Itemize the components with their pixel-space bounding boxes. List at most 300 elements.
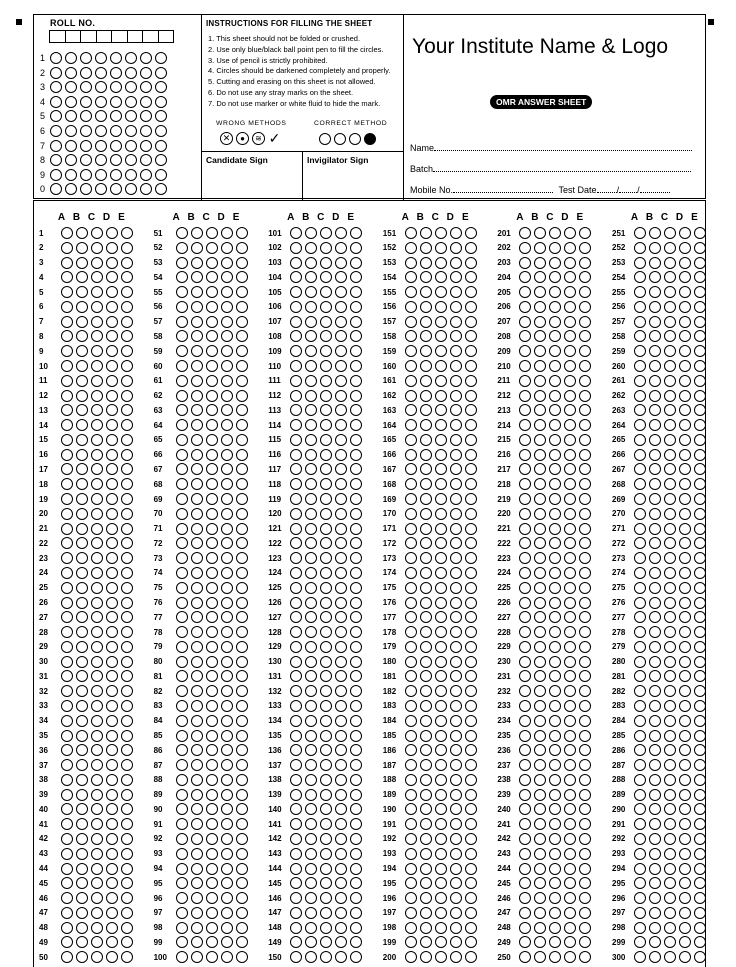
answer-bubble-a[interactable] <box>176 330 188 342</box>
answer-bubble-a[interactable] <box>519 744 531 756</box>
answer-bubble-d[interactable] <box>106 345 118 357</box>
roll-digit-bubble[interactable] <box>155 169 167 181</box>
answer-bubble-b[interactable] <box>534 936 546 948</box>
answer-bubble-d[interactable] <box>450 493 462 505</box>
answer-bubble-a[interactable] <box>634 877 646 889</box>
answer-bubble-e[interactable] <box>236 951 248 963</box>
answer-bubble-c[interactable] <box>549 818 561 830</box>
answer-bubble-a[interactable] <box>61 670 73 682</box>
answer-bubble-e[interactable] <box>236 493 248 505</box>
answer-bubble-a[interactable] <box>176 936 188 948</box>
answer-bubble-a[interactable] <box>290 271 302 283</box>
answer-bubble-e[interactable] <box>350 478 362 490</box>
answer-bubble-b[interactable] <box>76 951 88 963</box>
answer-bubble-c[interactable] <box>664 508 676 520</box>
answer-bubble-a[interactable] <box>519 271 531 283</box>
roll-entry-box[interactable] <box>96 30 113 43</box>
answer-bubble-d[interactable] <box>450 597 462 609</box>
answer-bubble-d[interactable] <box>679 818 691 830</box>
answer-bubble-a[interactable] <box>176 951 188 963</box>
answer-bubble-d[interactable] <box>450 508 462 520</box>
answer-bubble-a[interactable] <box>176 523 188 535</box>
answer-bubble-a[interactable] <box>61 463 73 475</box>
answer-bubble-a[interactable] <box>176 360 188 372</box>
answer-bubble-d[interactable] <box>106 449 118 461</box>
answer-bubble-b[interactable] <box>305 449 317 461</box>
answer-bubble-a[interactable] <box>61 951 73 963</box>
answer-bubble-d[interactable] <box>679 345 691 357</box>
answer-bubble-d[interactable] <box>221 301 233 313</box>
answer-bubble-d[interactable] <box>679 508 691 520</box>
answer-bubble-a[interactable] <box>176 774 188 786</box>
answer-bubble-c[interactable] <box>206 877 218 889</box>
answer-bubble-a[interactable] <box>405 537 417 549</box>
answer-bubble-d[interactable] <box>221 227 233 239</box>
answer-bubble-a[interactable] <box>405 286 417 298</box>
answer-bubble-d[interactable] <box>106 463 118 475</box>
answer-bubble-b[interactable] <box>305 700 317 712</box>
batch-field[interactable] <box>410 164 691 174</box>
answer-bubble-d[interactable] <box>106 257 118 269</box>
answer-bubble-a[interactable] <box>519 463 531 475</box>
roll-digit-bubble[interactable] <box>125 110 137 122</box>
answer-bubble-a[interactable] <box>634 936 646 948</box>
answer-bubble-a[interactable] <box>519 375 531 387</box>
answer-bubble-e[interactable] <box>350 537 362 549</box>
answer-bubble-b[interactable] <box>420 419 432 431</box>
answer-bubble-e[interactable] <box>694 877 706 889</box>
answer-bubble-c[interactable] <box>435 803 447 815</box>
answer-bubble-b[interactable] <box>420 641 432 653</box>
answer-bubble-a[interactable] <box>290 951 302 963</box>
answer-bubble-c[interactable] <box>549 597 561 609</box>
answer-bubble-d[interactable] <box>679 803 691 815</box>
answer-bubble-c[interactable] <box>549 626 561 638</box>
answer-bubble-d[interactable] <box>221 685 233 697</box>
answer-bubble-d[interactable] <box>564 493 576 505</box>
answer-bubble-b[interactable] <box>191 833 203 845</box>
answer-bubble-b[interactable] <box>76 360 88 372</box>
answer-bubble-e[interactable] <box>465 271 477 283</box>
answer-bubble-b[interactable] <box>534 375 546 387</box>
answer-bubble-e[interactable] <box>465 951 477 963</box>
answer-bubble-e[interactable] <box>236 597 248 609</box>
answer-bubble-b[interactable] <box>649 390 661 402</box>
answer-bubble-a[interactable] <box>634 922 646 934</box>
answer-bubble-b[interactable] <box>420 449 432 461</box>
answer-bubble-b[interactable] <box>191 330 203 342</box>
answer-bubble-c[interactable] <box>664 715 676 727</box>
answer-bubble-e[interactable] <box>579 759 591 771</box>
answer-bubble-c[interactable] <box>664 597 676 609</box>
answer-bubble-d[interactable] <box>106 656 118 668</box>
answer-bubble-e[interactable] <box>694 301 706 313</box>
answer-bubble-e[interactable] <box>465 523 477 535</box>
answer-bubble-d[interactable] <box>106 907 118 919</box>
answer-bubble-b[interactable] <box>420 227 432 239</box>
answer-bubble-a[interactable] <box>290 552 302 564</box>
roll-digit-bubble[interactable] <box>155 125 167 137</box>
roll-digit-bubble[interactable] <box>110 154 122 166</box>
answer-bubble-c[interactable] <box>206 936 218 948</box>
answer-bubble-a[interactable] <box>519 404 531 416</box>
answer-bubble-c[interactable] <box>549 463 561 475</box>
answer-bubble-c[interactable] <box>320 523 332 535</box>
answer-bubble-a[interactable] <box>519 567 531 579</box>
answer-bubble-d[interactable] <box>450 611 462 623</box>
answer-bubble-c[interactable] <box>549 316 561 328</box>
answer-bubble-d[interactable] <box>335 330 347 342</box>
answer-bubble-b[interactable] <box>420 789 432 801</box>
answer-bubble-c[interactable] <box>206 404 218 416</box>
answer-bubble-a[interactable] <box>634 271 646 283</box>
answer-bubble-a[interactable] <box>290 493 302 505</box>
answer-bubble-c[interactable] <box>549 360 561 372</box>
answer-bubble-b[interactable] <box>534 803 546 815</box>
answer-bubble-c[interactable] <box>91 330 103 342</box>
answer-bubble-d[interactable] <box>679 611 691 623</box>
answer-bubble-a[interactable] <box>519 700 531 712</box>
answer-bubble-e[interactable] <box>236 922 248 934</box>
answer-bubble-a[interactable] <box>61 286 73 298</box>
answer-bubble-c[interactable] <box>435 242 447 254</box>
answer-bubble-d[interactable] <box>679 257 691 269</box>
roll-digit-bubble[interactable] <box>95 183 107 195</box>
answer-bubble-b[interactable] <box>76 818 88 830</box>
answer-bubble-d[interactable] <box>564 478 576 490</box>
answer-bubble-b[interactable] <box>649 449 661 461</box>
answer-bubble-c[interactable] <box>435 730 447 742</box>
answer-bubble-d[interactable] <box>106 523 118 535</box>
answer-bubble-b[interactable] <box>534 833 546 845</box>
answer-bubble-d[interactable] <box>564 286 576 298</box>
answer-bubble-b[interactable] <box>191 449 203 461</box>
roll-digit-bubble[interactable] <box>65 110 77 122</box>
answer-bubble-b[interactable] <box>76 345 88 357</box>
answer-bubble-d[interactable] <box>450 375 462 387</box>
answer-bubble-d[interactable] <box>221 730 233 742</box>
answer-bubble-b[interactable] <box>420 345 432 357</box>
answer-bubble-a[interactable] <box>634 803 646 815</box>
answer-bubble-b[interactable] <box>76 537 88 549</box>
answer-bubble-c[interactable] <box>435 744 447 756</box>
answer-bubble-c[interactable] <box>206 508 218 520</box>
answer-bubble-b[interactable] <box>305 685 317 697</box>
answer-bubble-d[interactable] <box>106 789 118 801</box>
answer-bubble-a[interactable] <box>290 345 302 357</box>
answer-bubble-d[interactable] <box>335 626 347 638</box>
roll-digit-bubble[interactable] <box>95 110 107 122</box>
answer-bubble-b[interactable] <box>534 656 546 668</box>
answer-bubble-e[interactable] <box>465 611 477 623</box>
answer-bubble-b[interactable] <box>305 552 317 564</box>
answer-bubble-e[interactable] <box>465 478 477 490</box>
answer-bubble-c[interactable] <box>549 552 561 564</box>
answer-bubble-a[interactable] <box>290 286 302 298</box>
answer-bubble-e[interactable] <box>121 774 133 786</box>
answer-bubble-c[interactable] <box>435 257 447 269</box>
answer-bubble-c[interactable] <box>664 330 676 342</box>
answer-bubble-b[interactable] <box>305 316 317 328</box>
answer-bubble-b[interactable] <box>76 670 88 682</box>
answer-bubble-a[interactable] <box>519 493 531 505</box>
answer-bubble-a[interactable] <box>519 286 531 298</box>
answer-bubble-e[interactable] <box>236 345 248 357</box>
answer-bubble-c[interactable] <box>435 626 447 638</box>
answer-bubble-a[interactable] <box>290 626 302 638</box>
answer-bubble-c[interactable] <box>549 700 561 712</box>
answer-bubble-e[interactable] <box>579 774 591 786</box>
answer-bubble-c[interactable] <box>664 360 676 372</box>
answer-bubble-a[interactable] <box>405 789 417 801</box>
answer-bubble-c[interactable] <box>549 242 561 254</box>
answer-bubble-b[interactable] <box>649 863 661 875</box>
answer-bubble-b[interactable] <box>191 922 203 934</box>
answer-bubble-d[interactable] <box>221 848 233 860</box>
answer-bubble-d[interactable] <box>221 434 233 446</box>
answer-bubble-e[interactable] <box>236 508 248 520</box>
answer-bubble-c[interactable] <box>320 922 332 934</box>
answer-bubble-c[interactable] <box>320 271 332 283</box>
answer-bubble-a[interactable] <box>405 419 417 431</box>
answer-bubble-c[interactable] <box>435 537 447 549</box>
answer-bubble-a[interactable] <box>634 833 646 845</box>
answer-bubble-a[interactable] <box>176 730 188 742</box>
answer-bubble-b[interactable] <box>649 833 661 845</box>
answer-bubble-a[interactable] <box>61 316 73 328</box>
answer-bubble-b[interactable] <box>305 744 317 756</box>
answer-bubble-b[interactable] <box>534 345 546 357</box>
answer-bubble-b[interactable] <box>76 774 88 786</box>
answer-bubble-c[interactable] <box>206 316 218 328</box>
answer-bubble-b[interactable] <box>534 951 546 963</box>
answer-bubble-e[interactable] <box>579 463 591 475</box>
answer-bubble-b[interactable] <box>420 922 432 934</box>
answer-bubble-d[interactable] <box>335 390 347 402</box>
answer-bubble-b[interactable] <box>76 582 88 594</box>
answer-bubble-e[interactable] <box>465 434 477 446</box>
answer-bubble-b[interactable] <box>191 375 203 387</box>
answer-bubble-e[interactable] <box>121 404 133 416</box>
answer-bubble-c[interactable] <box>206 242 218 254</box>
answer-bubble-a[interactable] <box>519 242 531 254</box>
answer-bubble-a[interactable] <box>176 922 188 934</box>
answer-bubble-a[interactable] <box>290 449 302 461</box>
answer-bubble-b[interactable] <box>191 508 203 520</box>
answer-bubble-b[interactable] <box>305 242 317 254</box>
answer-bubble-e[interactable] <box>350 759 362 771</box>
answer-bubble-b[interactable] <box>305 892 317 904</box>
answer-bubble-d[interactable] <box>335 730 347 742</box>
answer-bubble-c[interactable] <box>206 892 218 904</box>
answer-bubble-a[interactable] <box>634 863 646 875</box>
answer-bubble-b[interactable] <box>305 715 317 727</box>
answer-bubble-e[interactable] <box>236 301 248 313</box>
answer-bubble-b[interactable] <box>420 508 432 520</box>
answer-bubble-a[interactable] <box>290 922 302 934</box>
roll-digit-bubble[interactable] <box>125 169 137 181</box>
roll-digit-bubble[interactable] <box>50 110 62 122</box>
answer-bubble-b[interactable] <box>191 463 203 475</box>
answer-bubble-d[interactable] <box>221 670 233 682</box>
answer-bubble-b[interactable] <box>420 803 432 815</box>
answer-bubble-e[interactable] <box>350 552 362 564</box>
answer-bubble-c[interactable] <box>206 286 218 298</box>
answer-bubble-d[interactable] <box>106 730 118 742</box>
answer-bubble-c[interactable] <box>664 257 676 269</box>
answer-bubble-e[interactable] <box>579 434 591 446</box>
answer-bubble-e[interactable] <box>694 922 706 934</box>
answer-bubble-e[interactable] <box>465 582 477 594</box>
answer-bubble-a[interactable] <box>634 316 646 328</box>
answer-bubble-b[interactable] <box>534 404 546 416</box>
answer-bubble-a[interactable] <box>290 700 302 712</box>
answer-bubble-c[interactable] <box>549 848 561 860</box>
answer-bubble-b[interactable] <box>76 656 88 668</box>
answer-bubble-d[interactable] <box>221 582 233 594</box>
answer-bubble-b[interactable] <box>305 951 317 963</box>
answer-bubble-b[interactable] <box>649 597 661 609</box>
answer-bubble-e[interactable] <box>579 907 591 919</box>
answer-bubble-e[interactable] <box>579 597 591 609</box>
answer-bubble-e[interactable] <box>694 404 706 416</box>
answer-bubble-b[interactable] <box>191 316 203 328</box>
answer-bubble-d[interactable] <box>450 922 462 934</box>
answer-bubble-d[interactable] <box>679 863 691 875</box>
answer-bubble-d[interactable] <box>564 818 576 830</box>
answer-bubble-b[interactable] <box>191 552 203 564</box>
answer-bubble-d[interactable] <box>564 656 576 668</box>
answer-bubble-e[interactable] <box>121 301 133 313</box>
answer-bubble-e[interactable] <box>579 257 591 269</box>
answer-bubble-b[interactable] <box>76 626 88 638</box>
answer-bubble-d[interactable] <box>221 611 233 623</box>
answer-bubble-e[interactable] <box>236 892 248 904</box>
answer-bubble-a[interactable] <box>290 818 302 830</box>
answer-bubble-c[interactable] <box>91 582 103 594</box>
answer-bubble-a[interactable] <box>176 907 188 919</box>
answer-bubble-b[interactable] <box>76 404 88 416</box>
answer-bubble-c[interactable] <box>549 567 561 579</box>
answer-bubble-e[interactable] <box>579 936 591 948</box>
answer-bubble-a[interactable] <box>176 833 188 845</box>
answer-bubble-c[interactable] <box>320 611 332 623</box>
roll-digit-bubble[interactable] <box>80 183 92 195</box>
answer-bubble-e[interactable] <box>465 360 477 372</box>
answer-bubble-d[interactable] <box>335 818 347 830</box>
answer-bubble-c[interactable] <box>435 330 447 342</box>
answer-bubble-d[interactable] <box>106 360 118 372</box>
answer-bubble-b[interactable] <box>534 257 546 269</box>
answer-bubble-d[interactable] <box>221 715 233 727</box>
answer-bubble-d[interactable] <box>221 936 233 948</box>
answer-bubble-b[interactable] <box>420 597 432 609</box>
answer-bubble-b[interactable] <box>534 286 546 298</box>
answer-bubble-d[interactable] <box>335 611 347 623</box>
answer-bubble-d[interactable] <box>106 286 118 298</box>
answer-bubble-a[interactable] <box>405 744 417 756</box>
answer-bubble-c[interactable] <box>435 493 447 505</box>
answer-bubble-a[interactable] <box>519 257 531 269</box>
answer-bubble-a[interactable] <box>405 730 417 742</box>
answer-bubble-d[interactable] <box>221 537 233 549</box>
answer-bubble-d[interactable] <box>221 656 233 668</box>
answer-bubble-b[interactable] <box>534 848 546 860</box>
answer-bubble-c[interactable] <box>664 463 676 475</box>
answer-bubble-d[interactable] <box>450 656 462 668</box>
answer-bubble-c[interactable] <box>91 863 103 875</box>
answer-bubble-c[interactable] <box>435 656 447 668</box>
answer-bubble-e[interactable] <box>465 730 477 742</box>
answer-bubble-a[interactable] <box>176 404 188 416</box>
answer-bubble-d[interactable] <box>335 789 347 801</box>
answer-bubble-c[interactable] <box>549 670 561 682</box>
answer-bubble-c[interactable] <box>549 493 561 505</box>
answer-bubble-e[interactable] <box>350 892 362 904</box>
answer-bubble-a[interactable] <box>634 744 646 756</box>
answer-bubble-e[interactable] <box>121 286 133 298</box>
answer-bubble-a[interactable] <box>290 641 302 653</box>
answer-bubble-a[interactable] <box>405 877 417 889</box>
answer-bubble-e[interactable] <box>465 656 477 668</box>
answer-bubble-e[interactable] <box>694 744 706 756</box>
answer-bubble-e[interactable] <box>350 730 362 742</box>
answer-bubble-c[interactable] <box>206 922 218 934</box>
answer-bubble-b[interactable] <box>420 478 432 490</box>
answer-bubble-d[interactable] <box>335 449 347 461</box>
answer-bubble-d[interactable] <box>679 670 691 682</box>
candidate-sign-box[interactable] <box>202 152 303 200</box>
answer-bubble-a[interactable] <box>519 419 531 431</box>
answer-bubble-d[interactable] <box>679 744 691 756</box>
answer-bubble-a[interactable] <box>405 567 417 579</box>
answer-bubble-a[interactable] <box>176 626 188 638</box>
answer-bubble-e[interactable] <box>121 863 133 875</box>
answer-bubble-a[interactable] <box>634 597 646 609</box>
answer-bubble-c[interactable] <box>664 478 676 490</box>
answer-bubble-a[interactable] <box>634 907 646 919</box>
answer-bubble-b[interactable] <box>534 419 546 431</box>
answer-bubble-a[interactable] <box>405 611 417 623</box>
roll-digit-bubble[interactable] <box>110 96 122 108</box>
answer-bubble-e[interactable] <box>694 833 706 845</box>
answer-bubble-d[interactable] <box>106 892 118 904</box>
roll-digit-bubble[interactable] <box>80 110 92 122</box>
answer-bubble-a[interactable] <box>290 419 302 431</box>
answer-bubble-e[interactable] <box>465 463 477 475</box>
answer-bubble-e[interactable] <box>350 508 362 520</box>
answer-bubble-a[interactable] <box>405 375 417 387</box>
answer-bubble-c[interactable] <box>91 345 103 357</box>
answer-bubble-c[interactable] <box>549 730 561 742</box>
answer-bubble-d[interactable] <box>450 227 462 239</box>
answer-bubble-e[interactable] <box>121 936 133 948</box>
answer-bubble-c[interactable] <box>435 434 447 446</box>
answer-bubble-a[interactable] <box>290 774 302 786</box>
answer-bubble-b[interactable] <box>191 951 203 963</box>
answer-bubble-d[interactable] <box>335 360 347 372</box>
roll-digit-bubble[interactable] <box>140 169 152 181</box>
answer-bubble-d[interactable] <box>106 390 118 402</box>
answer-bubble-b[interactable] <box>534 626 546 638</box>
roll-digit-bubble[interactable] <box>140 96 152 108</box>
answer-bubble-e[interactable] <box>694 478 706 490</box>
answer-bubble-c[interactable] <box>320 301 332 313</box>
answer-bubble-d[interactable] <box>221 789 233 801</box>
answer-bubble-c[interactable] <box>664 907 676 919</box>
roll-digit-bubble[interactable] <box>155 96 167 108</box>
answer-bubble-b[interactable] <box>191 789 203 801</box>
